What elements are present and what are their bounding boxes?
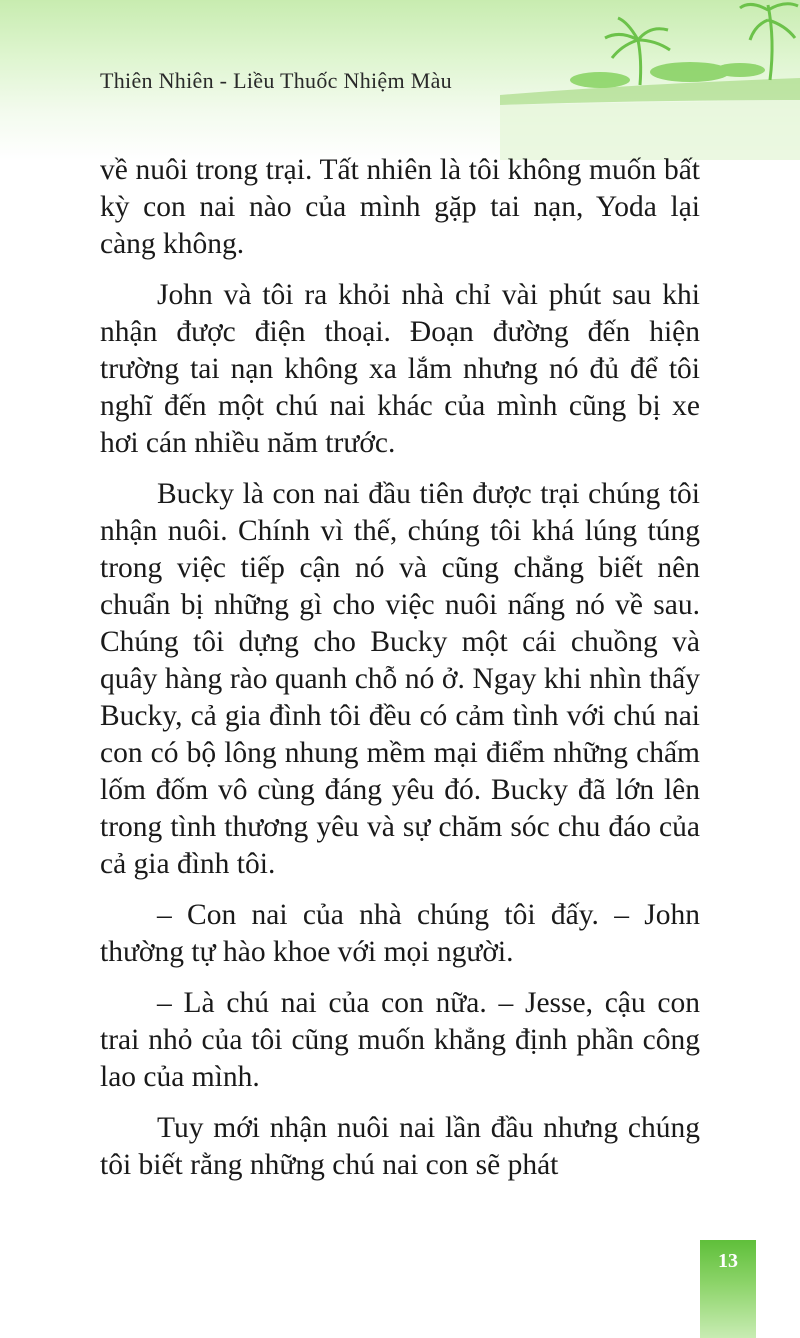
paragraph: về nuôi trong trại. Tất nhiên là tôi không muốn bất kỳ con nai nào của mình gặp tai nạn, Yoda lại càng không. [100,154,700,260]
page-number-tab [700,1240,756,1338]
paragraph: Bucky là con nai đầu tiên được trại chúng tôi nhận nuôi. Chính vì thế, chúng tôi khá lúng túng trong việc tiếp cận nó và cũng chẳng biết nên chuẩn bị những gì cho việc nuôi nấng nó về sau. Chúng tôi dựng cho Bucky một cái chuồng và quây hàng rào quanh chỗ nó ở. Ngay khi nhìn thấy Bucky, cả gia đình tôi đều có cảm tình với chú nai con có bộ lông nhung mềm mại điểm những chấm lốm đốm vô cùng đáng yêu đó. Bucky đã lớn lên trong tình thương yêu và sự chăm sóc chu đáo của cả gia đình tôi. [100,478,700,880]
palm-landscape-illustration [500,0,800,160]
page-number: 13 [718,1250,738,1272]
paragraph: – Là chú nai của con nữa. – Jesse, cậu con trai nhỏ của tôi cũng muốn khẳng định phần công lao của mình. [100,987,700,1093]
paragraph: John và tôi ra khỏi nhà chỉ vài phút sau khi nhận được điện thoại. Đoạn đường đến hiện trường tai nạn không xa lắm nhưng nó đủ để tôi nghĩ đến một chú nai khác của mình cũng bị xe hơi cán nhiều năm trước. [100,279,700,459]
body-text [100,152,700,1198]
paragraph: – Con nai của nhà chúng tôi đấy. – John thường tự hào khoe với mọi người. [100,899,700,968]
paragraph: Tuy mới nhận nuôi nai lần đầu nhưng chúng tôi biết rằng những chú nai con sẽ phát [100,1112,700,1181]
running-header: Thiên Nhiên - Liều Thuốc Nhiệm Màu [100,68,452,93]
